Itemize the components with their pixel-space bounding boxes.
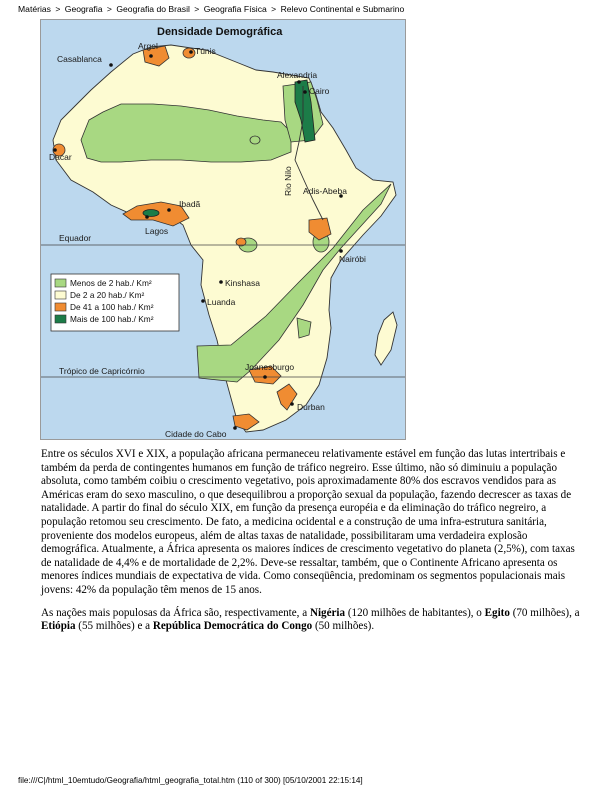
label-lagos: Lagos [145,226,169,236]
label-tunis: Túnis [195,46,216,56]
label-kinshasa: Kinshasa [225,278,260,288]
lagos-dense-zone [143,210,159,217]
legend-swatch-sparse [55,279,66,287]
breadcrumb [18,4,404,14]
breadcrumb-item-materias[interactable]: Matérias [18,4,51,14]
label-durban: Durban [297,402,325,412]
breadcrumb-separator: > [271,4,277,14]
country-etiopia: Etiópia [41,620,76,633]
paragraph-text: (50 milhões). [312,620,375,633]
city-dot [219,280,223,284]
paragraph-text: As nações mais populosas da África são, respectivamente, a [41,606,310,619]
breadcrumb-item-relevo[interactable]: Relevo Continental e Submarino [280,4,405,14]
city-dot [263,375,267,379]
label-cidade-do-cabo: Cidade do Cabo [165,429,227,439]
country-congo: República Democrática do Congo [152,620,313,633]
label-dacar: Dacar [49,152,72,162]
breadcrumb-separator: > [106,4,112,14]
city-dot [233,426,237,430]
breadcrumb-item-geografia[interactable]: Geografia [64,4,103,14]
breadcrumb-separator: > [55,4,61,14]
paragraph-text: (55 milhões) e a [75,620,153,633]
legend-label-sparse: Menos de 2 hab./ Km² [70,278,152,288]
city-dot [297,80,301,84]
map-legend [51,274,179,331]
paragraph-text: (120 milhões de habitantes), o [345,606,485,619]
label-equador: Equador [59,233,92,243]
city-dot [167,208,171,212]
legend-swatch-dense [55,315,66,323]
city-dot [290,402,294,406]
label-cairo: Cairo [309,86,330,96]
city-dot [149,54,153,58]
city-dot [201,299,205,303]
map-title: Densidade Demográfica [157,26,283,38]
page-footer: file:///C|/html_10emtudo/Geografia/html_geografia_total.htm (110 of 300) [05/10/2001 22:15:14] [18,776,363,785]
africa-map-svg [41,20,405,439]
label-tropico: Trópico de Capricórnio [59,366,145,376]
tunis-density-zone [183,48,195,58]
paragraph-populous-nations [41,607,581,634]
city-dot [109,63,113,67]
label-nairobi: Nairóbi [339,254,366,264]
breadcrumb-item-geografia-fisica[interactable]: Geografia Física [203,4,267,14]
city-dot [339,249,343,253]
city-dot [303,90,307,94]
legend-label-dense: Mais de 100 hab./ Km² [70,314,154,324]
breadcrumb-separator: > [194,4,200,14]
label-alexandria: Alexandria [277,70,318,80]
breadcrumb-item-geografia-do-brasil[interactable]: Geografia do Brasil [116,4,190,14]
legend-label-medium: De 41 a 100 hab./ Km² [70,302,154,312]
city-dot [145,215,149,219]
label-adis-abeba: Adis-Abeba [303,186,347,196]
city-dot [189,50,193,54]
label-luanda: Luanda [207,297,236,307]
label-casablanca: Casablanca [57,54,102,64]
label-rio-nilo: Rio Nilo [283,166,293,196]
label-argel: Argel [138,41,158,51]
population-density-map [40,19,406,440]
country-egito: Egito [484,606,510,619]
legend-swatch-low [55,291,66,299]
congo-sparse-zone [297,318,311,338]
label-ibada: Ibadã [179,199,201,209]
paragraph-text: (70 milhões), a [509,606,580,619]
sahel-sparse-patch [250,136,260,144]
country-nigeria: Nigéria [309,606,346,619]
article-body [41,448,581,643]
label-joanesburgo: Joanesburgo [245,362,295,372]
legend-swatch-medium [55,303,66,311]
legend-label-low: De 2 a 20 hab./ Km² [70,290,145,300]
paragraph-history: Entre os séculos XVI e XIX, a população africana permaneceu relativamente estável em função das lutas intertribais e também da perda de contingentes humanos em função de tráfico negreiro. Esse último, não só diminuiu a população absoluta, como também coibiu o crescimento vegetativo, pois aproximadamente 80% dos escravos vendidos para as Américas eram do sexo masculino, o que desequilibrou a proporção sexual da população, fazendo decrescer as taxas de natalidade. A partir do final do século XIX, em função da presença européia e da eliminação do tráfico negreiro, a população retomou seu crescimento. De fato, a medicina ocidental e a construção de uma infra-estrutura sanitária, proveniente dos modelos europeus, além de altas taxas de natalidade, possibilitaram uma verdadeira explosão demográfica. Atualmente, a África apresenta os maiores índices de crescimento vegetativo do planeta (2,5%), com taxas de natalidade de 4,4% e de mortalidade de 2,2%. Deve-se ressaltar, também, que o Continente Africano apresenta os menores índices mundiais de expectativa de vida. Como conseqüência, predominam os segmentos populacionais mais jovens: 42% da população têm menos de 15 anos. [41,448,575,596]
